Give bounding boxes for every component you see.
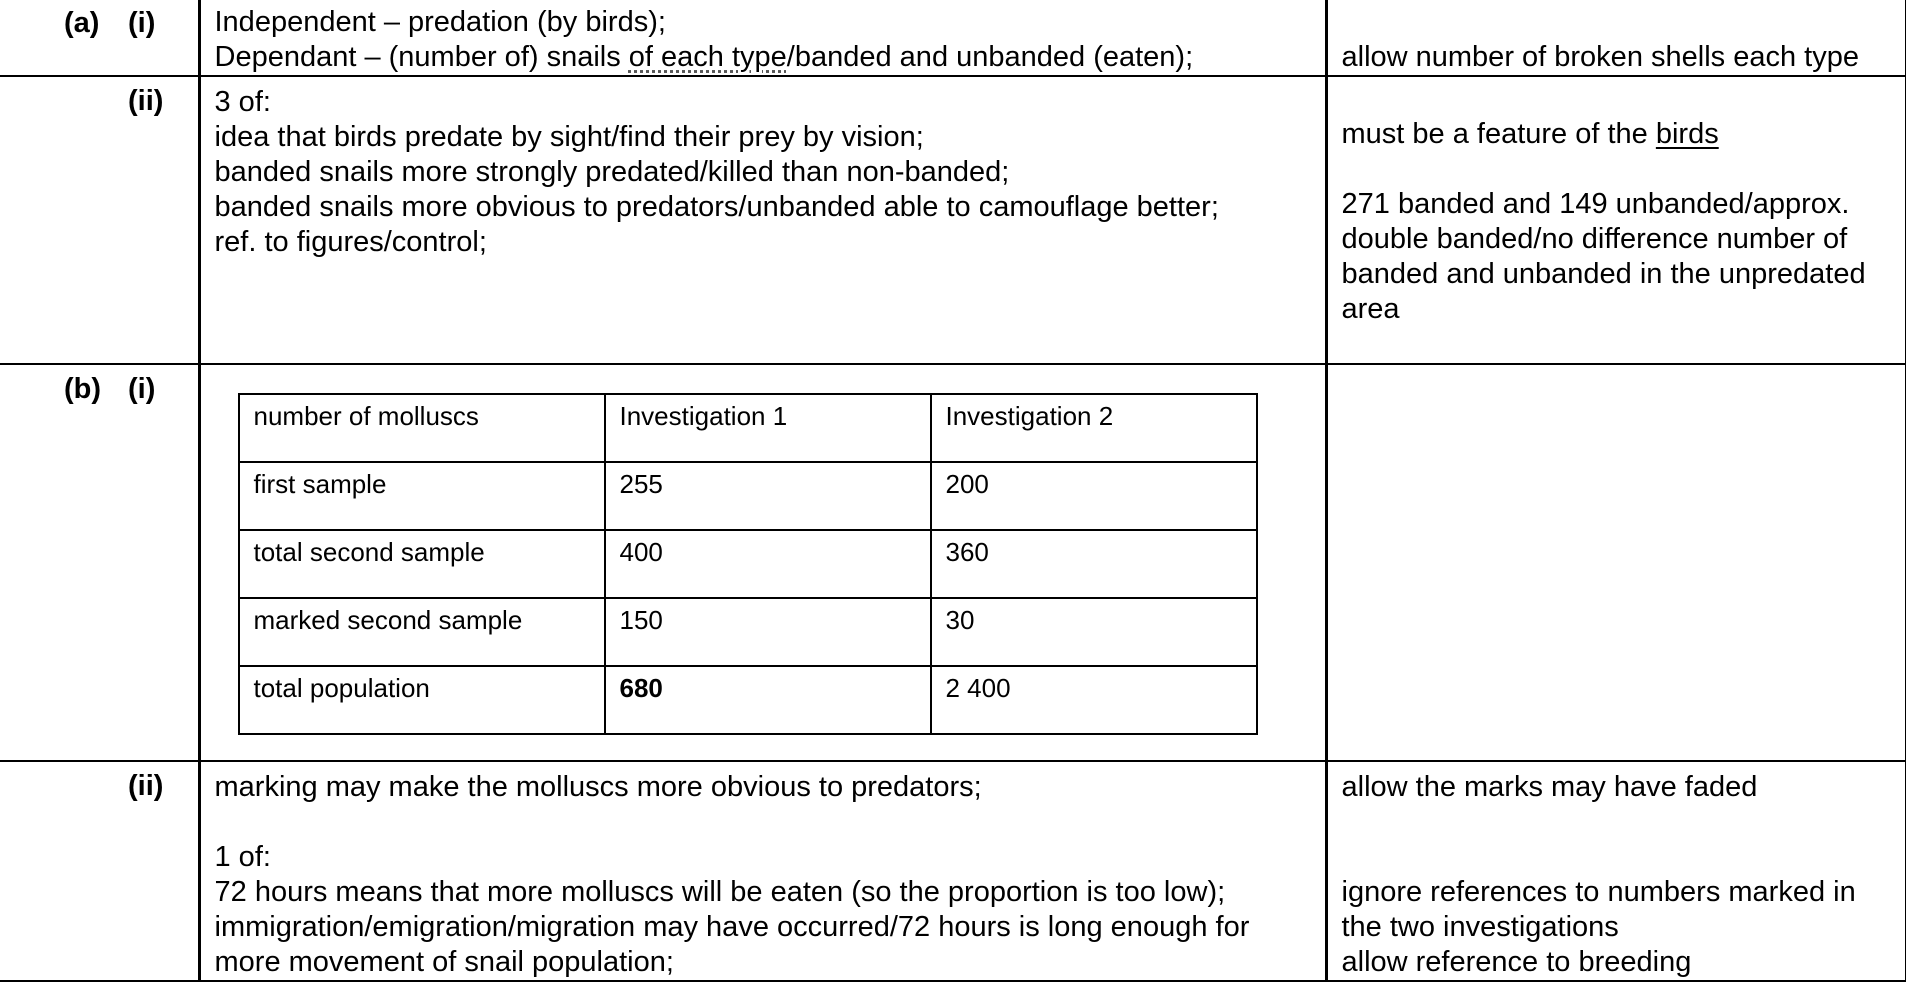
inner-cell: 30 [931, 598, 1257, 666]
guidance-cell [1326, 364, 1906, 761]
subpart-label: (i) [128, 7, 156, 39]
answer-dependant: Dependant – (number of) snails of each type/banded and unbanded (eaten); [214, 41, 1194, 73]
subpart-label: (ii) [128, 85, 164, 117]
answer-line: 72 hours means that more molluscs will be eaten (so the proportion is too low); [214, 876, 1226, 908]
guidance-text: allow the marks may have faded [1341, 771, 1758, 803]
answer-line: immigration/emigration/migration may have occurred/72 hours is long enough for more movement of snail population; [214, 911, 1250, 978]
inner-cell-bold: 680 [605, 666, 931, 734]
guidance-cell [1326, 76, 1906, 364]
row-b-i [0, 364, 1906, 761]
label-cell [0, 364, 199, 761]
subpart-label: (i) [128, 373, 156, 405]
inner-cell: 200 [931, 462, 1257, 530]
inner-header-row [239, 394, 1257, 462]
inner-row [239, 598, 1257, 666]
mollusc-results-table [238, 393, 1258, 735]
inner-header-cell: Investigation 2 [931, 394, 1257, 462]
underlined-text: birds [1655, 118, 1719, 150]
answer-cell [199, 0, 1326, 76]
inner-cell: 255 [605, 462, 931, 530]
inner-cell: 150 [605, 598, 931, 666]
inner-cell: 400 [605, 530, 931, 598]
guidance-text: allow reference to breeding [1341, 946, 1692, 978]
label-cell [0, 761, 199, 981]
answer-line: banded snails more obvious to predators/unbanded able to camouflage better; [214, 191, 1219, 223]
answer-cell [199, 364, 1326, 761]
guidance-cell [1326, 761, 1906, 981]
inner-row [239, 530, 1257, 598]
answer-line: banded snails more strongly predated/killed than non-banded; [214, 156, 1010, 188]
part-label: (b) [64, 373, 102, 405]
inner-header-cell: Investigation 1 [605, 394, 931, 462]
guidance-birds: must be a feature of the birds [1341, 118, 1719, 150]
inner-header-cell: number of molluscs [239, 394, 605, 462]
answer-cell [199, 76, 1326, 364]
inner-row [239, 666, 1257, 734]
answer-line: 1 of: [214, 841, 271, 873]
subpart-label: (ii) [128, 770, 164, 802]
row-a-i [0, 0, 1906, 76]
inner-row [239, 462, 1257, 530]
inner-cell: total population [239, 666, 605, 734]
inner-cell: 2 400 [931, 666, 1257, 734]
label-cell [0, 76, 199, 364]
inner-cell: 360 [931, 530, 1257, 598]
answer-line: idea that birds predate by sight/find their prey by vision; [214, 121, 924, 153]
guidance-text: ignore references to numbers marked in the two investigations [1341, 876, 1856, 943]
label-cell [0, 0, 199, 76]
answer-line: marking may make the molluscs more obvious to predators; [214, 771, 982, 803]
inner-cell: first sample [239, 462, 605, 530]
dotted-underline-text: of each type [628, 41, 787, 73]
inner-cell: marked second sample [239, 598, 605, 666]
answer-cell [199, 761, 1326, 981]
guidance-text: allow number of broken shells each type [1341, 41, 1859, 73]
part-label: (a) [64, 7, 100, 39]
row-a-ii [0, 76, 1906, 364]
guidance-cell [1326, 0, 1906, 76]
answer-line: ref. to figures/control; [214, 226, 487, 258]
guidance-text: 271 banded and 149 unbanded/approx. double banded/no difference number of banded and unbanded in the unpredated area [1341, 188, 1866, 325]
inner-cell: total second sample [239, 530, 605, 598]
row-b-ii [0, 761, 1906, 981]
answer-independent: Independent – predation (by birds); [214, 6, 666, 38]
answer-line: 3 of: [214, 86, 271, 118]
